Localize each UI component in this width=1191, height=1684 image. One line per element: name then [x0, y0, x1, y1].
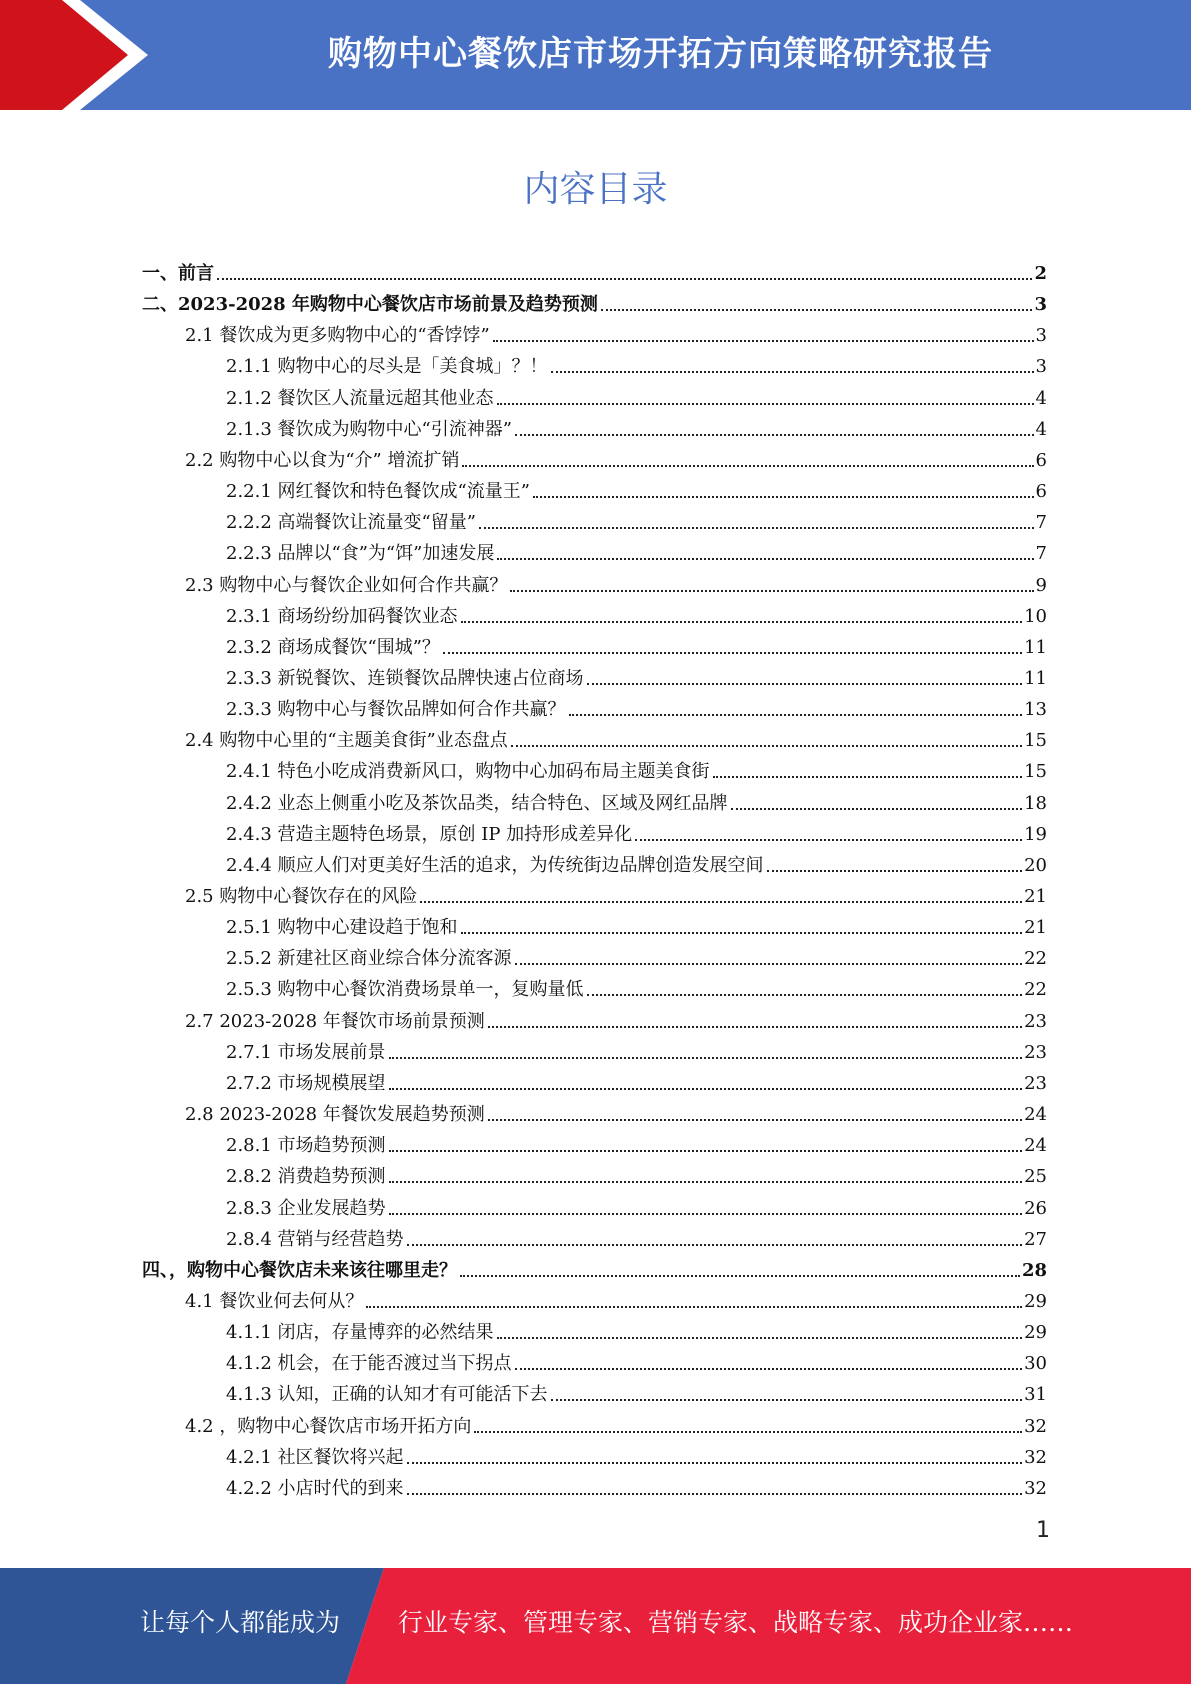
- toc-entry-label: 2.4 购物中心里的“主题美食街”业态盘点: [185, 730, 508, 752]
- toc-entry-page: 27: [1024, 1228, 1047, 1250]
- toc-dot-leader: [731, 808, 1023, 810]
- toc-entry[interactable]: [226, 1157, 1047, 1188]
- toc-entry-page: 3: [1034, 294, 1047, 316]
- toc-entry-label: 2.2.3 品牌以“食”为“饵”加速发展: [226, 543, 495, 565]
- toc-entry[interactable]: [226, 1033, 1047, 1064]
- toc-entry-page: 13: [1024, 699, 1047, 721]
- toc-entry-page: 4: [1035, 387, 1047, 409]
- toc-entry-label: 2.1.2 餐饮区人流量远超其他业态: [226, 387, 494, 409]
- toc-dot-leader: [497, 558, 1033, 560]
- toc-entry[interactable]: [185, 1282, 1047, 1313]
- toc-entry-label: 4.2.1 社区餐饮将兴起: [226, 1446, 404, 1468]
- toc-dot-leader: [511, 745, 1022, 747]
- toc-entry[interactable]: [226, 410, 1047, 441]
- toc-entry[interactable]: [226, 815, 1047, 846]
- toc-entry-page: 15: [1024, 730, 1047, 752]
- toc-entry-page: 3: [1035, 356, 1047, 378]
- toc-entry-page: 11: [1024, 636, 1047, 658]
- toc-entry[interactable]: [185, 566, 1047, 597]
- toc-entry-label: 4.2 ，购物中心餐饮店市场开拓方向: [185, 1415, 472, 1437]
- toc-entry[interactable]: [226, 939, 1047, 970]
- toc-entry-page: 32: [1024, 1446, 1047, 1468]
- toc-entry-page: 9: [1035, 574, 1047, 596]
- toc-entry-page: 21: [1024, 886, 1047, 907]
- toc-entry-page: 25: [1024, 1166, 1047, 1188]
- toc-entry-page: 7: [1035, 512, 1047, 534]
- toc-dot-leader: [601, 309, 1033, 311]
- toc-entry-label: 2.2.1 网红餐饮和特色餐饮成“流量王”: [226, 481, 530, 503]
- toc-entry[interactable]: [226, 1375, 1047, 1406]
- toc-dot-leader: [515, 963, 1023, 965]
- toc-entry[interactable]: [185, 1095, 1047, 1126]
- toc-entry-label: 2.4.2 业态上侧重小吃及茶饮品类，结合特色、区域及网红品牌: [226, 792, 728, 814]
- toc-entry-label: 4.1.1 闭店，存量博弈的必然结果: [226, 1322, 494, 1344]
- toc-dot-leader: [515, 434, 1034, 436]
- toc-dot-leader: [389, 1057, 1023, 1059]
- footer-slogan-right: 行业专家、管理专家、营销专家、战略专家、成功企业家……: [398, 1608, 1074, 1637]
- toc-entry[interactable]: [226, 1220, 1047, 1251]
- toc-entry-page: 23: [1024, 1072, 1047, 1094]
- toc-entry-label: 一、前言: [142, 263, 214, 284]
- toc-dot-leader: [551, 371, 1034, 373]
- toc-entry[interactable]: [226, 1189, 1047, 1220]
- toc-entry-label: 2.8.4 营销与经营趋势: [226, 1228, 404, 1250]
- toc-dot-leader: [389, 1213, 1023, 1215]
- toc-entry-label: 2.1 餐饮成为更多购物中心的“香饽饽”: [185, 325, 490, 347]
- toc-dot-leader: [551, 1399, 1023, 1401]
- report-title: 购物中心餐饮店市场开拓方向策略研究报告: [328, 34, 993, 74]
- toc-dot-leader: [460, 1275, 1020, 1277]
- toc-entry-label: 4.2.2 小店时代的到来: [226, 1477, 404, 1499]
- toc-dot-leader: [767, 870, 1023, 872]
- toc-entry-label: 四、，购物中心餐饮店未来该往哪里走？: [142, 1259, 457, 1281]
- toc-entry-page: 6: [1035, 449, 1047, 471]
- toc-entry-page: 24: [1024, 1104, 1047, 1126]
- toc-entry-label: 4.1 餐饮业何去何从？: [185, 1290, 364, 1312]
- footer-banner: [0, 1568, 1191, 1684]
- toc-entry[interactable]: [226, 970, 1047, 1001]
- toc-dot-leader: [389, 1088, 1023, 1090]
- toc-entry[interactable]: [226, 1313, 1047, 1344]
- toc-entry-page: 4: [1035, 418, 1047, 440]
- toc-entry-page: 31: [1024, 1384, 1047, 1406]
- toc-entry-label: 2.4.1 特色小吃成消费新风口，购物中心加码布局主题美食街: [226, 761, 710, 783]
- toc-dot-leader: [497, 1337, 1023, 1339]
- toc-entry[interactable]: [226, 628, 1047, 659]
- toc-entry[interactable]: [226, 690, 1047, 721]
- toc-entry-label: 2.5 购物中心餐饮存在的风险: [185, 886, 418, 907]
- toc-entry-page: 19: [1024, 823, 1047, 845]
- toc-dot-leader: [635, 839, 1022, 841]
- toc-entry-page: 7: [1035, 543, 1047, 565]
- toc-dot-leader: [587, 994, 1023, 996]
- toc-entry[interactable]: [226, 846, 1047, 877]
- toc-dot-leader: [510, 590, 1033, 592]
- toc-entry[interactable]: [226, 503, 1047, 534]
- toc-entry-page: 6: [1035, 481, 1047, 503]
- toc-entry[interactable]: [185, 1407, 1047, 1438]
- toc-entry-label: 2.7.2 市场规模展望: [226, 1072, 386, 1094]
- page-number: 1: [1036, 1518, 1050, 1543]
- toc-entry-label: 4.1.2 机会，在于能否渡过当下拐点: [226, 1353, 512, 1375]
- toc-entry-page: 23: [1024, 1041, 1047, 1063]
- toc-entry-label: 2.7 2023-2028 年餐饮市场前景预测: [185, 1010, 485, 1032]
- toc-entry[interactable]: [226, 908, 1047, 939]
- toc-entry-page: 15: [1024, 761, 1047, 783]
- toc-dot-leader: [366, 1306, 1022, 1308]
- toc-dot-leader: [407, 1493, 1023, 1495]
- toc-entry[interactable]: [185, 721, 1047, 752]
- toc-dot-leader: [443, 652, 1022, 654]
- toc-entry-label: 2.1.1 购物中心的尽头是「美食城」？！: [226, 356, 548, 378]
- toc-dot-leader: [389, 1181, 1023, 1183]
- toc-entry-page: 10: [1024, 605, 1047, 627]
- toc-entry[interactable]: [226, 1064, 1047, 1095]
- toc-dot-leader: [569, 714, 1023, 716]
- toc-entry-label: 2.8.2 消费趋势预测: [226, 1166, 386, 1188]
- toc-entry-label: 2.1.3 餐饮成为购物中心“引流神器”: [226, 418, 512, 440]
- toc-entry-page: 26: [1024, 1197, 1047, 1219]
- toc-entry-label: 二、2023-2028 年购物中心餐饮店市场前景及趋势预测: [142, 294, 598, 316]
- toc-dot-leader: [461, 932, 1023, 934]
- toc-entry[interactable]: [185, 1002, 1047, 1033]
- toc-entry-page: 22: [1024, 948, 1047, 970]
- toc-entry-label: 2.7.1 市场发展前景: [226, 1041, 386, 1063]
- toc-entry-page: 18: [1024, 792, 1047, 814]
- toc-entry-label: 2.4.4 顺应人们对更美好生活的追求，为传统街边品牌创造发展空间: [226, 854, 764, 876]
- toc-entry[interactable]: [226, 597, 1047, 628]
- toc-entry[interactable]: [226, 1469, 1047, 1500]
- toc-entry[interactable]: [226, 1126, 1047, 1157]
- toc-entry-label: 2.3.1 商场纷纷加码餐饮业态: [226, 605, 458, 627]
- toc-dot-leader: [407, 1244, 1023, 1246]
- toc-entry[interactable]: [226, 347, 1047, 378]
- toc-dot-leader: [461, 621, 1023, 623]
- toc-entry-page: 32: [1024, 1477, 1047, 1499]
- toc-entry[interactable]: [226, 1438, 1047, 1469]
- toc-dot-leader: [497, 403, 1034, 405]
- toc-entry-label: 2.3 购物中心与餐饮企业如何合作共赢？: [185, 574, 508, 596]
- toc-entry[interactable]: [142, 254, 1047, 285]
- toc-entry-label: 2.5.3 购物中心餐饮消费场景单一，复购量低: [226, 979, 584, 1001]
- toc-dot-leader: [389, 1150, 1023, 1152]
- toc-entry-page: 3: [1035, 325, 1047, 347]
- toc-heading: 内容目录: [523, 169, 668, 210]
- toc-dot-leader: [587, 683, 1023, 685]
- toc-entry[interactable]: [226, 784, 1047, 815]
- toc-entry-page: 20: [1024, 854, 1047, 876]
- toc-dot-leader: [533, 496, 1034, 498]
- toc-entry-page: 29: [1024, 1322, 1047, 1344]
- toc-entry-label: 2.8.1 市场趋势预测: [226, 1135, 386, 1157]
- toc-entry-label: 2.5.2 新建社区商业综合体分流客源: [226, 948, 512, 970]
- toc-entry[interactable]: [226, 534, 1047, 565]
- toc-entry-label: 2.2 购物中心以食为“介” 增流扩销: [185, 449, 460, 471]
- toc-entry-label: 2.8 2023-2028 年餐饮发展趋势预测: [185, 1104, 485, 1126]
- toc-entry-page: 11: [1024, 667, 1047, 689]
- footer-slogan-left: 让每个人都能成为: [140, 1608, 341, 1637]
- toc-dot-leader: [515, 1368, 1023, 1370]
- toc-dot-leader: [713, 776, 1023, 778]
- toc-entry-label: 2.5.1 购物中心建设趋于饱和: [226, 917, 458, 939]
- toc-entry-page: 23: [1024, 1010, 1047, 1032]
- toc-dot-leader: [474, 1431, 1022, 1433]
- toc-entry[interactable]: [185, 316, 1047, 347]
- toc-dot-leader: [420, 901, 1022, 903]
- toc-entry[interactable]: [226, 659, 1047, 690]
- toc-entry-page: 30: [1024, 1353, 1047, 1375]
- toc-dot-leader: [462, 465, 1033, 467]
- toc-entry[interactable]: [226, 752, 1047, 783]
- toc-entry-page: 24: [1024, 1135, 1047, 1157]
- toc-entry[interactable]: [226, 472, 1047, 503]
- toc-entry[interactable]: [142, 285, 1047, 316]
- toc-dot-leader: [488, 1119, 1022, 1121]
- toc-entry-page: 22: [1024, 979, 1047, 1001]
- toc-entry-label: 2.2.2 高端餐饮让流量变“留量”: [226, 512, 476, 534]
- toc-dot-leader: [407, 1462, 1023, 1464]
- toc-entry-page: 21: [1024, 917, 1047, 939]
- toc-entry[interactable]: [226, 379, 1047, 410]
- toc-entry-page: 28: [1021, 1259, 1047, 1281]
- toc-entry[interactable]: [185, 441, 1047, 472]
- toc-entry-page: 2: [1034, 263, 1047, 284]
- toc-entry[interactable]: [185, 877, 1047, 908]
- toc-dot-leader: [217, 278, 1032, 280]
- toc-entry-label: 4.1.3 认知，正确的认知才有可能活下去: [226, 1384, 548, 1406]
- header-banner: [0, 0, 1191, 110]
- toc-dot-leader: [493, 340, 1034, 342]
- toc-entry-label: 2.8.3 企业发展趋势: [226, 1197, 386, 1219]
- toc-entry-label: 2.3.2 商场成餐饮“围城”？: [226, 636, 440, 658]
- toc-entry-label: 2.3.3 购物中心与餐饮品牌如何合作共赢？: [226, 699, 566, 721]
- toc-entry-page: 29: [1024, 1290, 1047, 1312]
- toc-entry[interactable]: [226, 1344, 1047, 1375]
- toc-entry-page: 32: [1024, 1415, 1047, 1437]
- toc-entry-label: 2.3.3 新锐餐饮、连锁餐饮品牌快速占位商场: [226, 667, 584, 689]
- toc-dot-leader: [479, 527, 1034, 529]
- toc-dot-leader: [488, 1026, 1022, 1028]
- toc-entry[interactable]: [142, 1251, 1047, 1282]
- toc-entry-label: 2.4.3 营造主题特色场景，原创 IP 加持形成差异化: [226, 823, 633, 845]
